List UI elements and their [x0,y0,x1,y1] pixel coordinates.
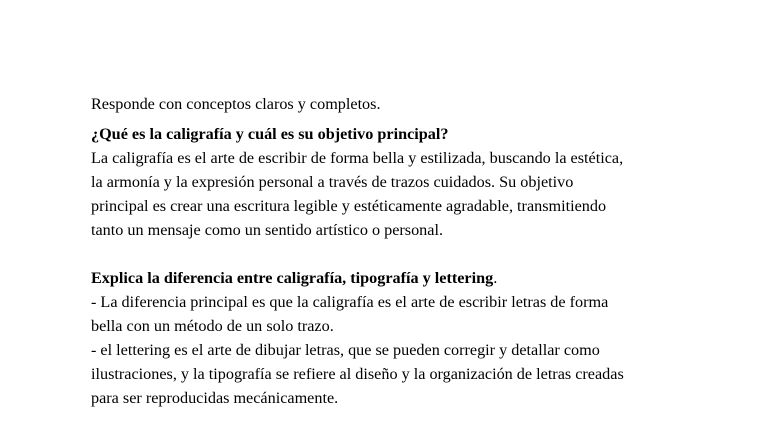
answer-2-line: - La diferencia principal es que la caligrafía es el arte de escribir letras de forma [91,293,609,311]
answer-2-line: - el lettering es el arte de dibujar letras, que se pueden corregir y detallar como [91,341,600,359]
question-1: ¿Qué es la caligrafía y cuál es su objetivo principal? [91,125,449,143]
answer-2-line: ilustraciones, y la tipografía se refiere al diseño y la organización de letras creadas [91,365,624,383]
answer-2-line: bella con un método de un solo trazo. [91,317,334,335]
question-2: Explica la diferencia entre caligrafía, tipografía y lettering [91,269,494,287]
paragraph-gap [91,242,701,266]
answer-2-line: para ser reproducidas mecánicamente. [91,389,339,407]
question-2-line [91,266,701,290]
answer-1-line: La caligrafía es el arte de escribir de forma bella y estilizada, buscando la estética, [91,149,624,167]
intro-text: Responde con conceptos claros y completos. [91,95,381,113]
answer-1-line: la armonía y la expresión personal a través de trazos cuidados. Su objetivo [91,173,574,191]
question-2-period: . [493,269,498,287]
answer-1-line: principal es crear una escritura legible y estéticamente agradable, transmitiendo [91,197,607,215]
answer-1-line: tanto un mensaje como un sentido artístico o personal. [91,221,443,239]
document-body [91,92,701,410]
